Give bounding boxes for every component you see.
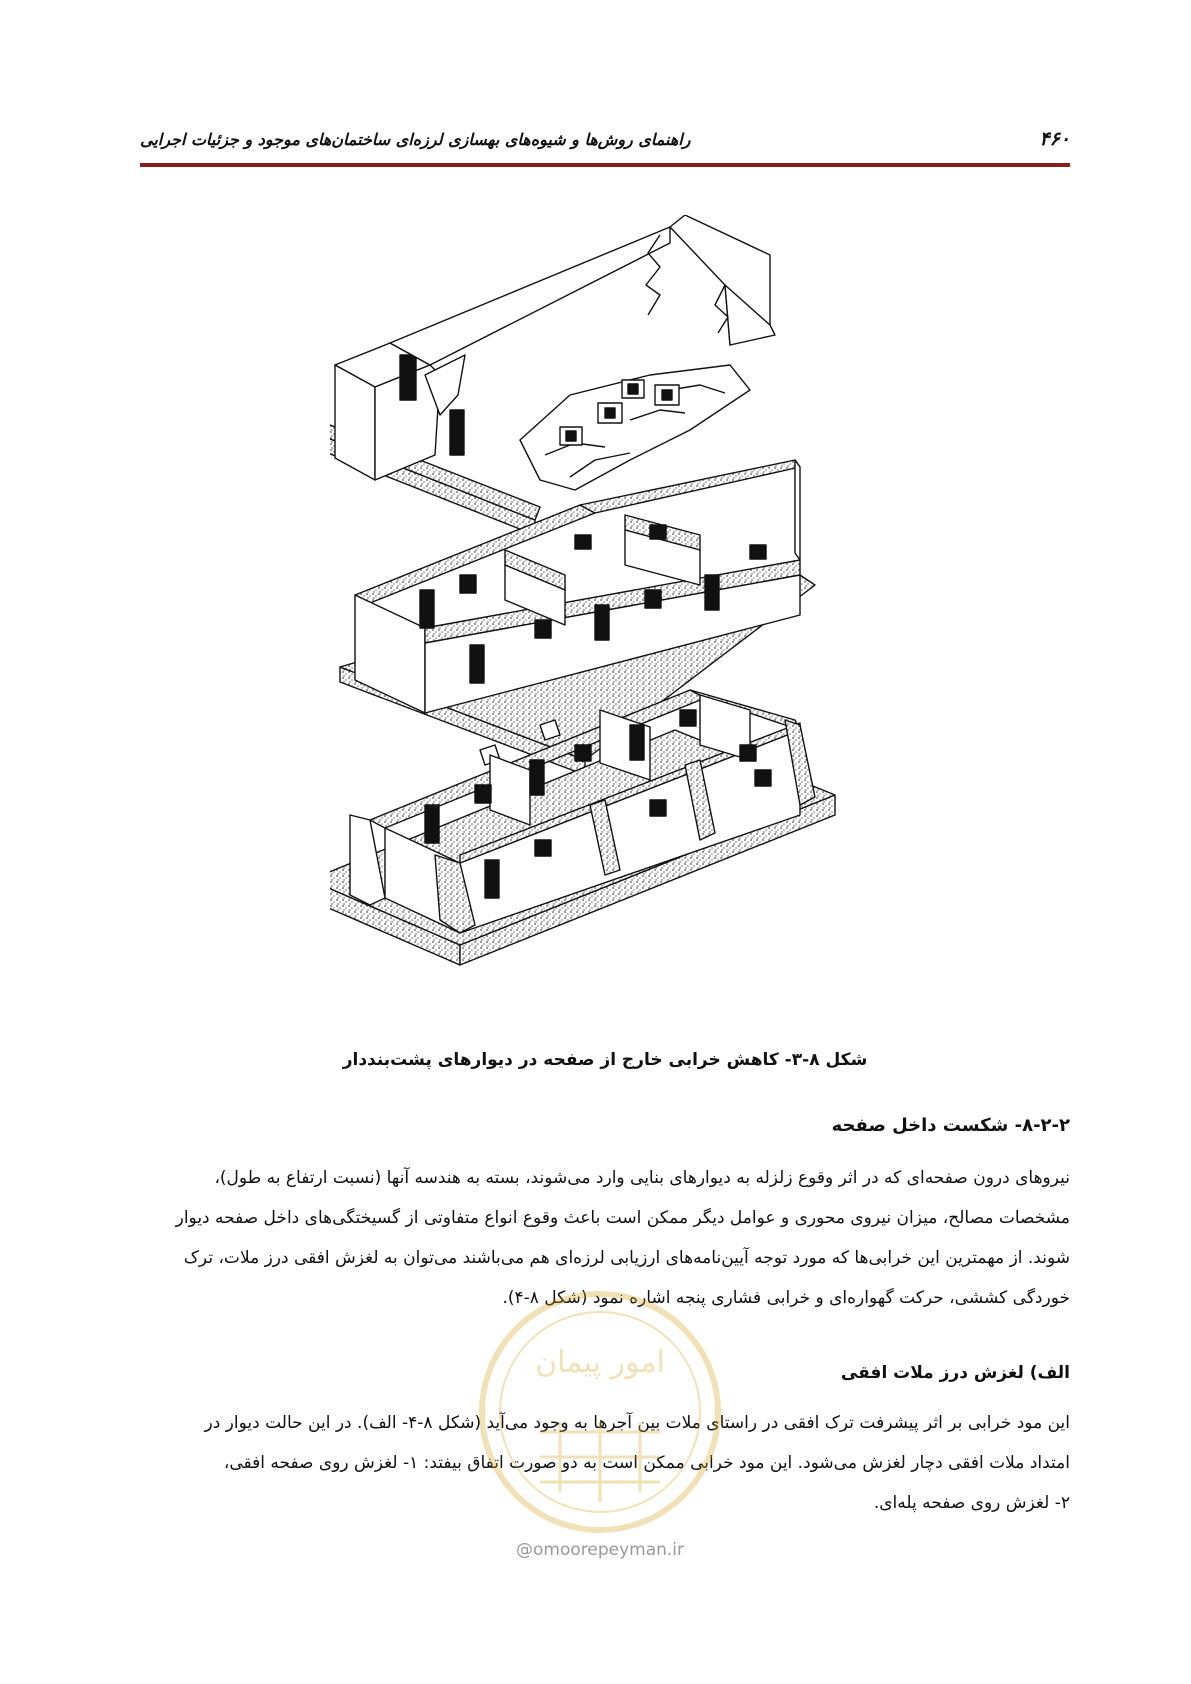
figure-caption: شکل ۸-۳- کاهش خرابی خارج از صفحه در دیوارهای پشت‌بنددار: [342, 1050, 868, 1070]
paragraph-line: نیروهای درون صفحه‌ای که در اثر وقوع زلزله به دیوارهای بنایی وارد می‌شوند، بسته به هندسه آنها (نسبت ارتفاع به طول)،: [214, 1168, 1070, 1188]
page-number: ۴۶۰: [1039, 128, 1070, 150]
paragraph-line: مشخصات مصالح، میزان نیروی محوری و عوامل دیگر ممکن است باعث وقوع انواع متفاوتی از گسیختگی‌های داخل صفحه دیوار: [175, 1208, 1070, 1228]
section-heading: ۸-۲-۲- شکست داخل صفحه: [831, 1115, 1070, 1136]
paragraph-line: این مود خرابی بر اثر پیشرفت ترک افقی در راستای ملات بین آجرها به وجود می‌آید (شکل ۸-۴- الف). در این حالت دیوار در: [204, 1413, 1070, 1433]
watermark-logo-text: امور پیمان: [535, 1345, 665, 1380]
paragraph-line: شوند. از مهمترین این خرابی‌ها که مورد توجه آیین‌نامه‌های ارزیابی لرزه‌ای هم می‌باشند می‌توان به لغزش افقی درز ملات، ترک: [183, 1248, 1070, 1268]
page-header: [140, 128, 1070, 158]
watermark-logo: [470, 1262, 730, 1562]
watermark-url: @omoorepeyman.ir: [515, 1540, 685, 1560]
paragraph-line: خوردگی کششی، حرکت گهواره‌ای و خرابی فشاری پنجه اشاره نمود (شکل ۸-۴).: [502, 1288, 1070, 1308]
subsection-heading: الف) لغزش درز ملات افقی: [840, 1363, 1070, 1383]
running-title: راهنمای روش‌ها و شیوه‌های بهسازی لرزه‌ای ساختمان‌های موجود و جزئیات اجرایی: [140, 130, 691, 149]
paragraph-line: ۲- لغزش روی صفحه پله‌ای.: [873, 1493, 1070, 1513]
paragraph-line: امتداد ملات افقی دچار لغزش می‌شود. این مود خرابی ممکن است به دو صورت اتفاق بیفتد: ۱- لغزش روی صفحه افقی،: [223, 1453, 1070, 1473]
header-rule: [140, 163, 1070, 167]
figure-buttressed-walls: [330, 215, 910, 1020]
